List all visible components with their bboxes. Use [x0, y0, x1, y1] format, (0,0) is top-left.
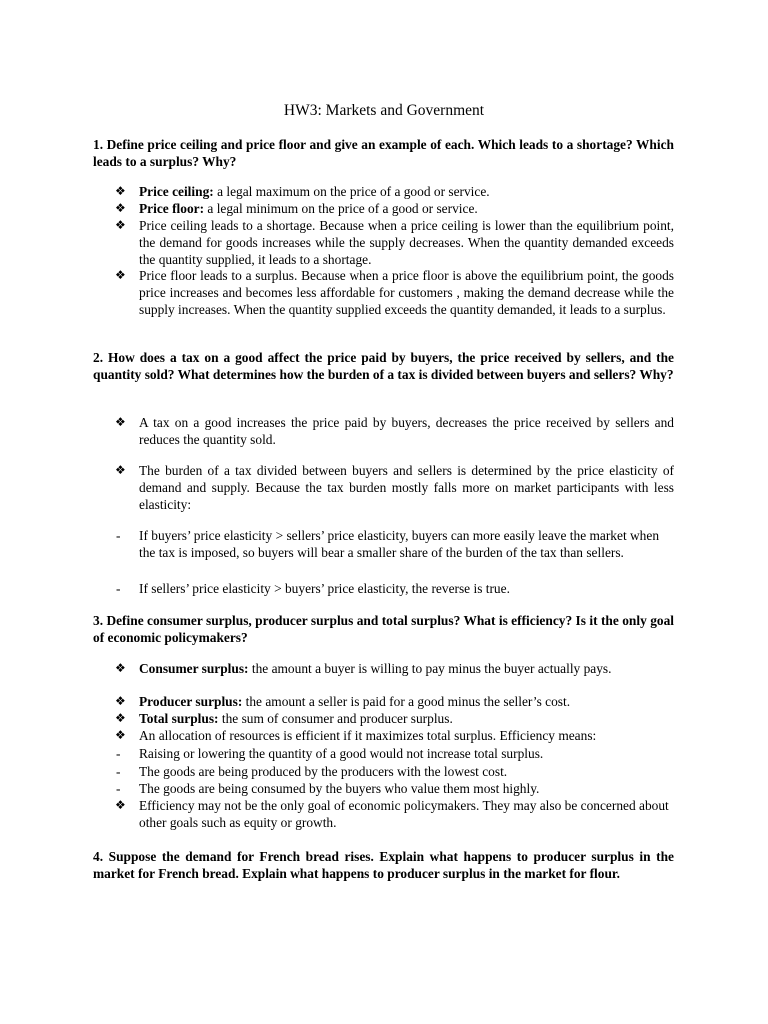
bullet-diamond-icon: ❖ [115, 184, 126, 198]
dash-marker: - [116, 528, 121, 543]
bullet-diamond-icon: ❖ [115, 268, 126, 282]
q2-bullet-2 [115, 462, 674, 513]
dash-marker: - [116, 764, 121, 779]
bullet-diamond-icon: ❖ [115, 463, 126, 477]
answer-text: Raising or lowering the quantity of a good would not increase total surplus. [139, 746, 544, 761]
q2-bullet-1 [115, 414, 674, 448]
q1-bullet-3 [115, 217, 674, 268]
answer-text: Price ceiling leads to a shortage. Because when a price ceiling is lower than the equilibrium point, the demand for goods increases while the supply decreases. When the quantity demanded exceeds the quantity supplied, it leads to a shortage. [139, 218, 674, 267]
answer-text: The goods are being consumed by the buyers who value them most highly. [139, 781, 540, 796]
q2-dash-2 [115, 580, 674, 597]
q2-dash-1 [115, 527, 674, 561]
question-4: 4. Suppose the demand for French bread rises. Explain what happens to producer surplus in the market for French bread. Explain what happens to producer surplus in the market for flour. [93, 849, 674, 881]
definition-text: the sum of consumer and producer surplus. [218, 711, 453, 726]
q3-dash-1 [115, 745, 674, 762]
definition-text: the amount a seller is paid for a good minus the seller’s cost. [242, 694, 571, 709]
definition-text: the amount a buyer is willing to pay minus the buyer actually pays. [248, 661, 612, 676]
answer-text: The goods are being produced by the producers with the lowest cost. [139, 764, 508, 779]
definition-text: a legal maximum on the price of a good or service. [213, 184, 490, 199]
answer-text: An allocation of resources is efficient if it maximizes total surplus. Efficiency means: [139, 728, 597, 743]
answer-text: Price floor leads to a surplus. Because when a price floor is above the equilibrium point, the goods price increases and becomes less affordable for customers , making the demand decrease while the supply increases. When the quantity supplied exceeds the quantity demanded, it leads to a surplus. [139, 268, 674, 317]
answer-text: If sellers’ price elasticity > buyers’ price elasticity, the reverse is true. [139, 581, 510, 596]
q3-bullet-3 [115, 710, 674, 727]
answer-text: If buyers’ price elasticity > sellers’ price elasticity, buyers can more easily leave the market when the tax is imposed, so buyers will bear a smaller share of the burden of the tax than sellers. [139, 528, 660, 560]
question-1: 1. Define price ceiling and price floor and give an example of each. Which leads to a shortage? Which leads to a surplus? Why? [93, 137, 674, 169]
term-label: Total surplus: [139, 711, 219, 726]
bullet-diamond-icon: ❖ [115, 711, 126, 725]
term-label: Consumer surplus: [139, 661, 249, 676]
dash-marker: - [116, 581, 121, 596]
q1-bullet-4 [115, 267, 674, 318]
question-3: 3. Define consumer surplus, producer surplus and total surplus? What is efficiency? Is it the only goal of economic policymakers? [93, 613, 674, 645]
bullet-diamond-icon: ❖ [115, 798, 126, 812]
dash-marker: - [116, 746, 121, 761]
bullet-diamond-icon: ❖ [115, 694, 126, 708]
dash-marker: - [116, 781, 121, 796]
bullet-diamond-icon: ❖ [115, 201, 126, 215]
term-label: Price floor: [139, 201, 205, 216]
q3-dash-2 [115, 763, 674, 780]
answer-text: A tax on a good increases the price paid by buyers, decreases the price received by sellers and reduces the quantity sold. [139, 415, 674, 447]
term-label: Producer surplus: [139, 694, 243, 709]
bullet-diamond-icon: ❖ [115, 218, 126, 232]
page-title: HW3: Markets and Government [283, 102, 485, 119]
bullet-diamond-icon: ❖ [115, 661, 126, 675]
question-2: 2. How does a tax on a good affect the price paid by buyers, the price received by sellers, and the quantity sold? What determines how the burden of a tax is divided between buyers and sellers? Why? [93, 350, 674, 382]
definition-text: a legal minimum on the price of a good or service. [204, 201, 478, 216]
bullet-diamond-icon: ❖ [115, 415, 126, 429]
q3-bullet-4 [115, 727, 674, 744]
bullet-diamond-icon: ❖ [115, 728, 126, 742]
q3-bullet-2 [115, 693, 674, 710]
q3-bullet-1 [115, 660, 674, 677]
term-label: Price ceiling: [139, 184, 214, 199]
answer-text: Efficiency may not be the only goal of economic policymakers. They may also be concerned about other goals such as equity or growth. [139, 798, 669, 830]
q3-dash-3 [115, 780, 674, 797]
q1-bullet-1 [115, 183, 674, 200]
q3-bullet-5 [115, 797, 674, 831]
answer-text: The burden of a tax divided between buyers and sellers is determined by the price elasticity of demand and supply. Because the tax burden mostly falls more on market participants with less elasticity: [139, 463, 674, 512]
q1-bullet-2 [115, 200, 674, 217]
